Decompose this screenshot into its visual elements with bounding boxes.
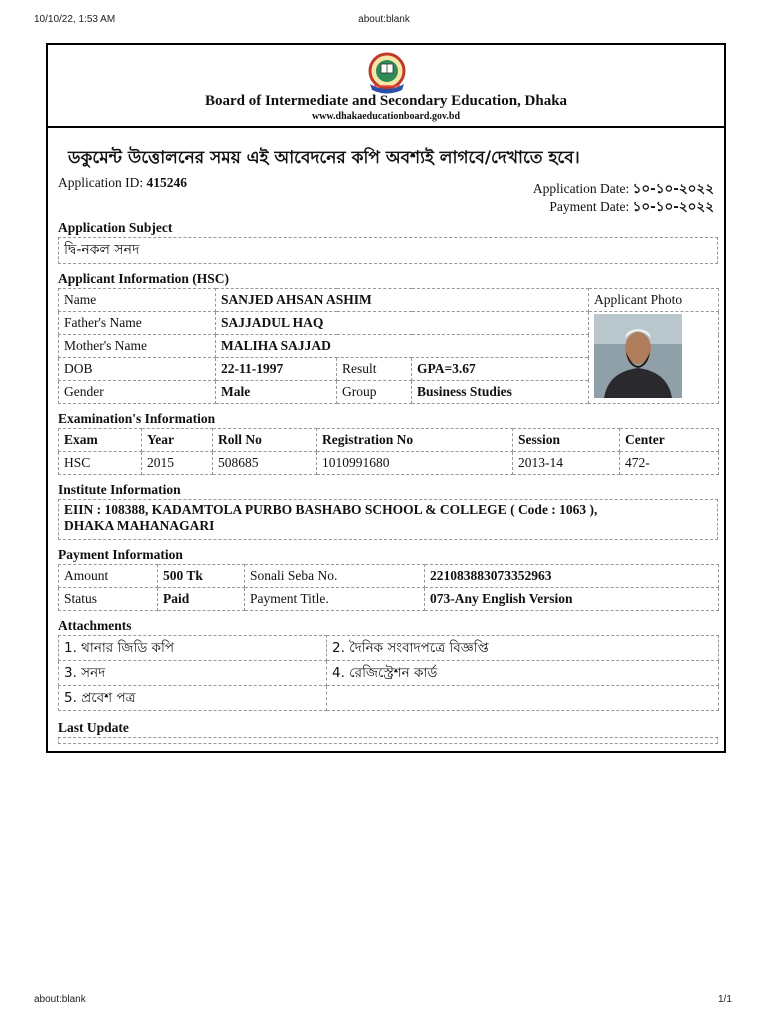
center-cell: 472- — [620, 452, 719, 475]
exam-header: Exam — [59, 429, 142, 452]
seba-label: Sonali Seba No. — [245, 565, 425, 588]
mother-value: MALIHA SAJJAD — [216, 335, 589, 358]
application-id-value: 415246 — [146, 175, 187, 190]
applicant-photo — [594, 314, 682, 398]
table-row — [59, 588, 719, 611]
group-value: Business Studies — [412, 381, 589, 404]
status-label: Status — [59, 588, 158, 611]
payment-title-value: 073-Any English Version — [425, 588, 719, 611]
subject-value: দ্বি-নকল সনদ — [58, 237, 718, 264]
roll-cell: 508685 — [213, 452, 317, 475]
father-value: SAJJADUL HAQ — [216, 312, 589, 335]
amount-value: 500 Tk — [158, 565, 245, 588]
payment-date-label: Payment Date: — [549, 199, 630, 214]
attachments-table — [58, 635, 719, 711]
table-row — [59, 565, 719, 588]
last-update-title: Last Update — [58, 720, 129, 735]
result-label: Result — [337, 358, 412, 381]
session-cell: 2013-14 — [513, 452, 620, 475]
name-label: Name — [59, 289, 216, 312]
board-title: Board of Intermediate and Secondary Education, Dhaka — [204, 93, 568, 109]
registration-header: Registration No — [317, 429, 513, 452]
payment-date-value: ১০-১০-২০২২ — [632, 199, 714, 215]
application-date-value: ১০-১০-২০২২ — [632, 181, 714, 197]
seba-value: 221083883073352963 — [425, 565, 719, 588]
payment-title: Payment Information — [58, 547, 183, 562]
dob-label: DOB — [59, 358, 216, 381]
print-datetime: 10/10/22, 1:53 AM — [34, 14, 116, 25]
roll-header: Roll No — [213, 429, 317, 452]
application-sheet — [46, 43, 726, 753]
gender-label: Gender — [59, 381, 216, 404]
applicant-table — [58, 288, 719, 404]
attachments-title: Attachments — [58, 618, 132, 633]
attachment-item[interactable]: 5. প্রবেশ পত্র — [59, 686, 327, 711]
father-label: Father's Name — [59, 312, 216, 335]
exam-cell: HSC — [59, 452, 142, 475]
year-cell: 2015 — [142, 452, 213, 475]
table-row — [59, 312, 719, 335]
attachment-item[interactable]: 3. সনদ — [59, 661, 327, 686]
applicant-title: Applicant Information (HSC) — [58, 271, 230, 286]
center-header: Center — [620, 429, 719, 452]
application-id-label: Application ID: — [58, 175, 144, 190]
subject-title: Application Subject — [58, 220, 173, 235]
institute-line-2: DHAKA MAHANAGARI — [64, 518, 215, 533]
attachment-item[interactable]: 1. থানার জিডি কপি — [59, 636, 327, 661]
application-id — [58, 175, 187, 191]
print-page-number: 1/1 — [718, 994, 732, 1005]
photo-cell — [589, 312, 719, 404]
attachment-item[interactable]: 4. রেজিস্ট্রেশন কার্ড — [327, 661, 719, 686]
table-row — [59, 686, 719, 711]
gender-value: Male — [216, 381, 337, 404]
payment-date — [549, 196, 714, 219]
status-value: Paid — [158, 588, 245, 611]
institute-line-1: EIIN : 108388, KADAMTOLA PURBO BASHABO SCHOOL & COLLEGE ( Code : 1063 ), — [64, 502, 598, 517]
payment-title-label: Payment Title. — [245, 588, 425, 611]
institute-box — [58, 499, 718, 540]
exam-table — [58, 428, 719, 475]
dob-value: 22-11-1997 — [216, 358, 337, 381]
notice-text: ডকুমেন্ট উত্তোলনের সময় এই আবেদনের কপি অবশ্যই লাগবে/দেখাতে হবে। — [68, 148, 580, 168]
group-label: Group — [337, 381, 412, 404]
amount-label: Amount — [59, 565, 158, 588]
result-value: GPA=3.67 — [412, 358, 589, 381]
name-value: SANJED AHSAN ASHIM — [216, 289, 589, 312]
attachment-empty — [327, 686, 719, 711]
print-title: about:blank — [358, 14, 410, 25]
year-header: Year — [142, 429, 213, 452]
last-update-value — [58, 737, 718, 744]
payment-table — [58, 564, 719, 611]
mother-label: Mother's Name — [59, 335, 216, 358]
table-row — [59, 429, 719, 452]
board-url[interactable]: www.dhakaeducationboard.gov.bd — [311, 111, 461, 122]
application-date-label: Application Date: — [532, 181, 630, 196]
registration-cell: 1010991680 — [317, 452, 513, 475]
institute-title: Institute Information — [58, 482, 181, 497]
print-footer-url: about:blank — [34, 994, 86, 1005]
table-row — [59, 452, 719, 475]
photo-label: Applicant Photo — [589, 289, 719, 312]
board-header — [48, 45, 724, 128]
table-row — [59, 661, 719, 686]
table-row — [59, 636, 719, 661]
attachment-item[interactable]: 2. দৈনিক সংবাদপত্রে বিজ্ঞপ্তি — [327, 636, 719, 661]
table-row — [59, 289, 719, 312]
exam-title: Examination's Information — [58, 411, 216, 426]
session-header: Session — [513, 429, 620, 452]
board-seal-icon — [364, 50, 410, 96]
